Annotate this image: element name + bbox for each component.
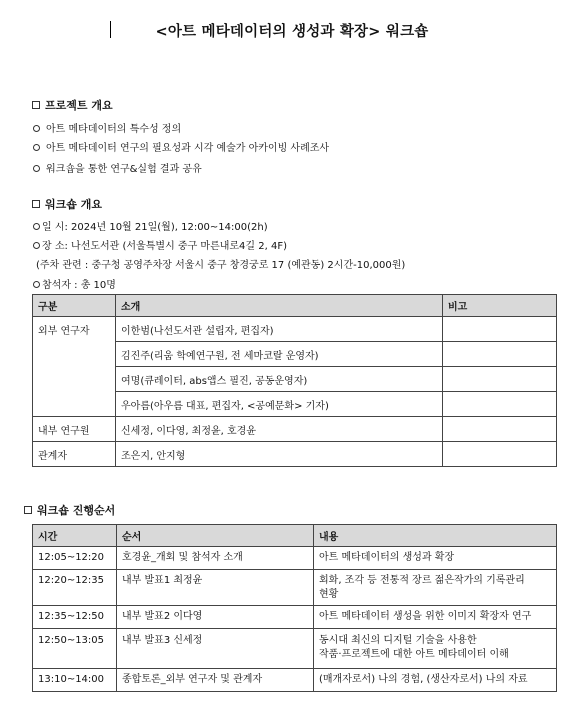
time-cell: 12:50~13:05 (33, 629, 117, 669)
order-cell: 내부 발표1 최정윤 (117, 570, 314, 606)
column-header: 시간 (33, 525, 117, 547)
circle-bullet-icon (33, 144, 40, 151)
table-row (33, 342, 557, 367)
content-cell: 아트 메타데이터의 생성과 확장 (314, 547, 557, 570)
note-cell (443, 442, 557, 467)
note-cell (443, 342, 557, 367)
category-cell: 외부 연구자 (33, 317, 116, 342)
note-cell (443, 317, 557, 342)
workshop-date: 일 시: 2024년 10월 21일(월), 12:00~14:00(2h) (33, 218, 268, 233)
square-bullet-icon (32, 101, 40, 109)
note-cell (443, 392, 557, 417)
circle-bullet-icon (33, 125, 40, 132)
order-cell: 내부 발표2 이다영 (117, 606, 314, 629)
time-cell: 13:10~14:00 (33, 669, 117, 692)
circle-bullet-icon (33, 165, 40, 172)
circle-bullet-icon (33, 242, 40, 249)
workshop-place: 장 소: 나선도서관 (서울특별시 중구 마른내로4길 2, 4F) (33, 237, 287, 252)
column-header: 소개 (116, 295, 443, 317)
table-header-row (33, 525, 557, 547)
member-cell: 여명(큐레이터, abs앱스 필진, 공동운영자) (116, 367, 443, 392)
table-header-row (33, 295, 557, 317)
time-cell: 12:05~12:20 (33, 547, 117, 570)
project-item: 워크숍을 통한 연구&실험 결과 공유 (33, 160, 202, 175)
category-cell (33, 342, 116, 367)
circle-bullet-icon (33, 223, 40, 230)
table-row (33, 547, 557, 570)
project-item: 아트 메타데이터의 특수성 정의 (33, 120, 181, 135)
order-cell: 내부 발표3 신세정 (117, 629, 314, 669)
member-cell: 신세정, 이다영, 최정윤, 호경윤 (116, 417, 443, 442)
workshop-parking: (주차 관련 : 중구청 공영주차장 서울시 중구 창경궁로 17 (예관동) 2시간-10,000원) (36, 260, 406, 271)
workshop-attendees: 참석자 : 총 10명 (33, 276, 116, 291)
table-row (33, 367, 557, 392)
content-cell: 회화, 조각 등 전통적 장르 젊은작가의 기록관리 현황 (314, 570, 557, 606)
table-row (33, 669, 557, 692)
note-cell (443, 367, 557, 392)
workshop-overview-heading: 워크숍 개요 (32, 196, 102, 212)
member-cell: 우아름(아우름 대표, 편집자, <공예문화> 기자) (116, 392, 443, 417)
table-row (33, 570, 557, 606)
participants-table (32, 294, 557, 467)
table-row (33, 442, 557, 467)
table-row (33, 606, 557, 629)
column-header: 비고 (443, 295, 557, 317)
category-cell: 내부 연구원 (33, 417, 116, 442)
square-bullet-icon (32, 200, 40, 208)
content-cell: 아트 메타데이터 생성을 위한 이미지 확장자 연구 (314, 606, 557, 629)
schedule-heading: 워크숍 진행순서 (24, 502, 115, 518)
category-cell: 관계자 (33, 442, 116, 467)
document-title: <아트 메타데이터의 생성과 확장> 워크숍 (155, 24, 429, 40)
category-cell (33, 367, 116, 392)
square-bullet-icon (24, 506, 32, 514)
table-row (33, 392, 557, 417)
member-cell: 김진주(리움 학예연구원, 전 세마코랄 운영자) (116, 342, 443, 367)
category-cell (33, 392, 116, 417)
schedule-table (32, 524, 557, 692)
table-row (33, 417, 557, 442)
time-cell: 12:35~12:50 (33, 606, 117, 629)
project-item: 아트 메타데이터 연구의 필요성과 시각 예술가 아카이빙 사례조사 (33, 139, 329, 154)
order-cell: 종합토론_외부 연구자 및 관계자 (117, 669, 314, 692)
column-header: 구분 (33, 295, 116, 317)
content-cell: (매개자로서) 나의 경험, (생산자로서) 나의 자료 (314, 669, 557, 692)
table-row (33, 629, 557, 669)
content-cell: 동시대 최신의 디지털 기술을 사용한 작품·프로젝트에 대한 아트 메타데이터 이해 (314, 629, 557, 669)
column-header: 내용 (314, 525, 557, 547)
note-cell (443, 417, 557, 442)
member-cell: 조은지, 안지형 (116, 442, 443, 467)
column-header: 순서 (117, 525, 314, 547)
order-cell: 호경윤_개회 및 참석자 소개 (117, 547, 314, 570)
circle-bullet-icon (33, 281, 40, 288)
member-cell: 이한범(나선도서관 설립자, 편집자) (116, 317, 443, 342)
table-row (33, 317, 557, 342)
time-cell: 12:20~12:35 (33, 570, 117, 606)
project-overview-heading: 프로젝트 개요 (32, 97, 113, 113)
